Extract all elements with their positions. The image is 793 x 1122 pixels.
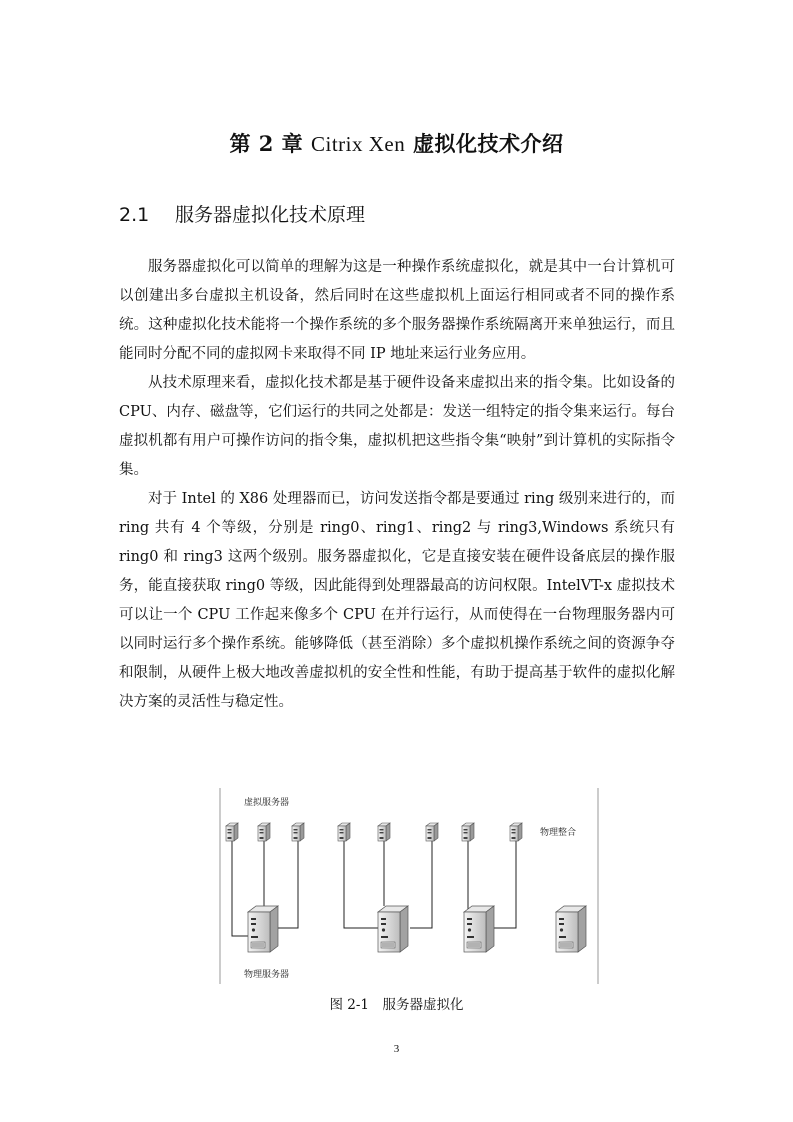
paragraph: 从技术原理来看，虚拟化技术都是基于硬件设备来虚拟出来的指令集。比如设备的 CPU、内存、磁盘等，它们运行的共同之处都是：发送一组特定的指令集来运行。每台虚拟机都有用户可操作访问的指令集，虚拟机把这些指令集“映射”到计算机的实际指令集。	[119, 375, 675, 478]
virtual-server-icon	[226, 823, 238, 841]
virtual-server-icon	[378, 823, 390, 841]
section-heading	[119, 200, 365, 227]
body-text	[119, 253, 675, 717]
paragraph: 对于 Intel 的 X86 处理器而已，访问发送指令都是要通过 ring 级别来进行的，而 ring 共有 4 个等级，分别是 ring0、ring1、ring2 与 ring3,Windows 系统只有 ring0 和 ring3 这两个级别。服务器虚拟化，它是直接安装在硬件设备底层的操作服务，能直接获取 ring0 等级，因此能得到处理器最高的访问权限。IntelVT-x 虚拟技术可以让一个 CPU 工作起来像多个 CPU 在并行运行，从而使得在一台物理服务器内可以同时运行多个操作系统。能够降低（甚至消除）多个虚拟机操作系统之间的资源争夺和限制，从硬件上极大地改善虚拟机的安全性和性能，有助于提高基于软件的虚拟化解决方案的灵活性与稳定性。	[119, 491, 675, 710]
virtual-server-icon	[338, 823, 350, 841]
paragraph: 服务器虚拟化可以简单的理解为这是一种操作系统虚拟化，就是其中一台计算机可以创建出多台虚拟主机设备，然后同时在这些虚拟机上面运行相同或者不同的操作系统。这种虚拟化技术能将一个操作系统的多个服务器操作系统隔离开来单独运行，而且能同时分配不同的虚拟网卡来取得不同 IP 地址来运行业务应用。	[119, 259, 675, 362]
virtual-server-icon	[258, 823, 270, 841]
physical-server-icon	[556, 906, 586, 952]
physical-server-icon	[248, 906, 278, 952]
physical-server-icon	[378, 906, 408, 952]
server-virtualization-figure	[218, 788, 600, 984]
virtual-server-icon	[510, 823, 522, 841]
page-number: 3	[393, 1043, 400, 1055]
virtual-server-icon	[292, 823, 304, 841]
physical-server-icon	[464, 906, 494, 952]
virtual-server-icon	[462, 823, 474, 841]
physical-server-label: 物理服务器	[244, 970, 290, 980]
section-number: 2.1	[119, 204, 150, 226]
section-title: 服务器虚拟化技术原理	[175, 204, 366, 226]
physical-consolidation-label: 物理整合	[540, 828, 577, 838]
chapter-title-suffix: 虚拟化技术介绍	[413, 131, 564, 156]
chapter-title	[0, 128, 793, 158]
chapter-title-latin: Citrix Xen	[310, 132, 406, 156]
virtual-servers-label: 虚拟服务器	[244, 798, 290, 808]
virtual-server-icon	[426, 823, 438, 841]
chapter-prefix: 第 2 章	[229, 131, 304, 156]
figure-caption: 图 2-1 服务器虚拟化	[329, 997, 464, 1013]
